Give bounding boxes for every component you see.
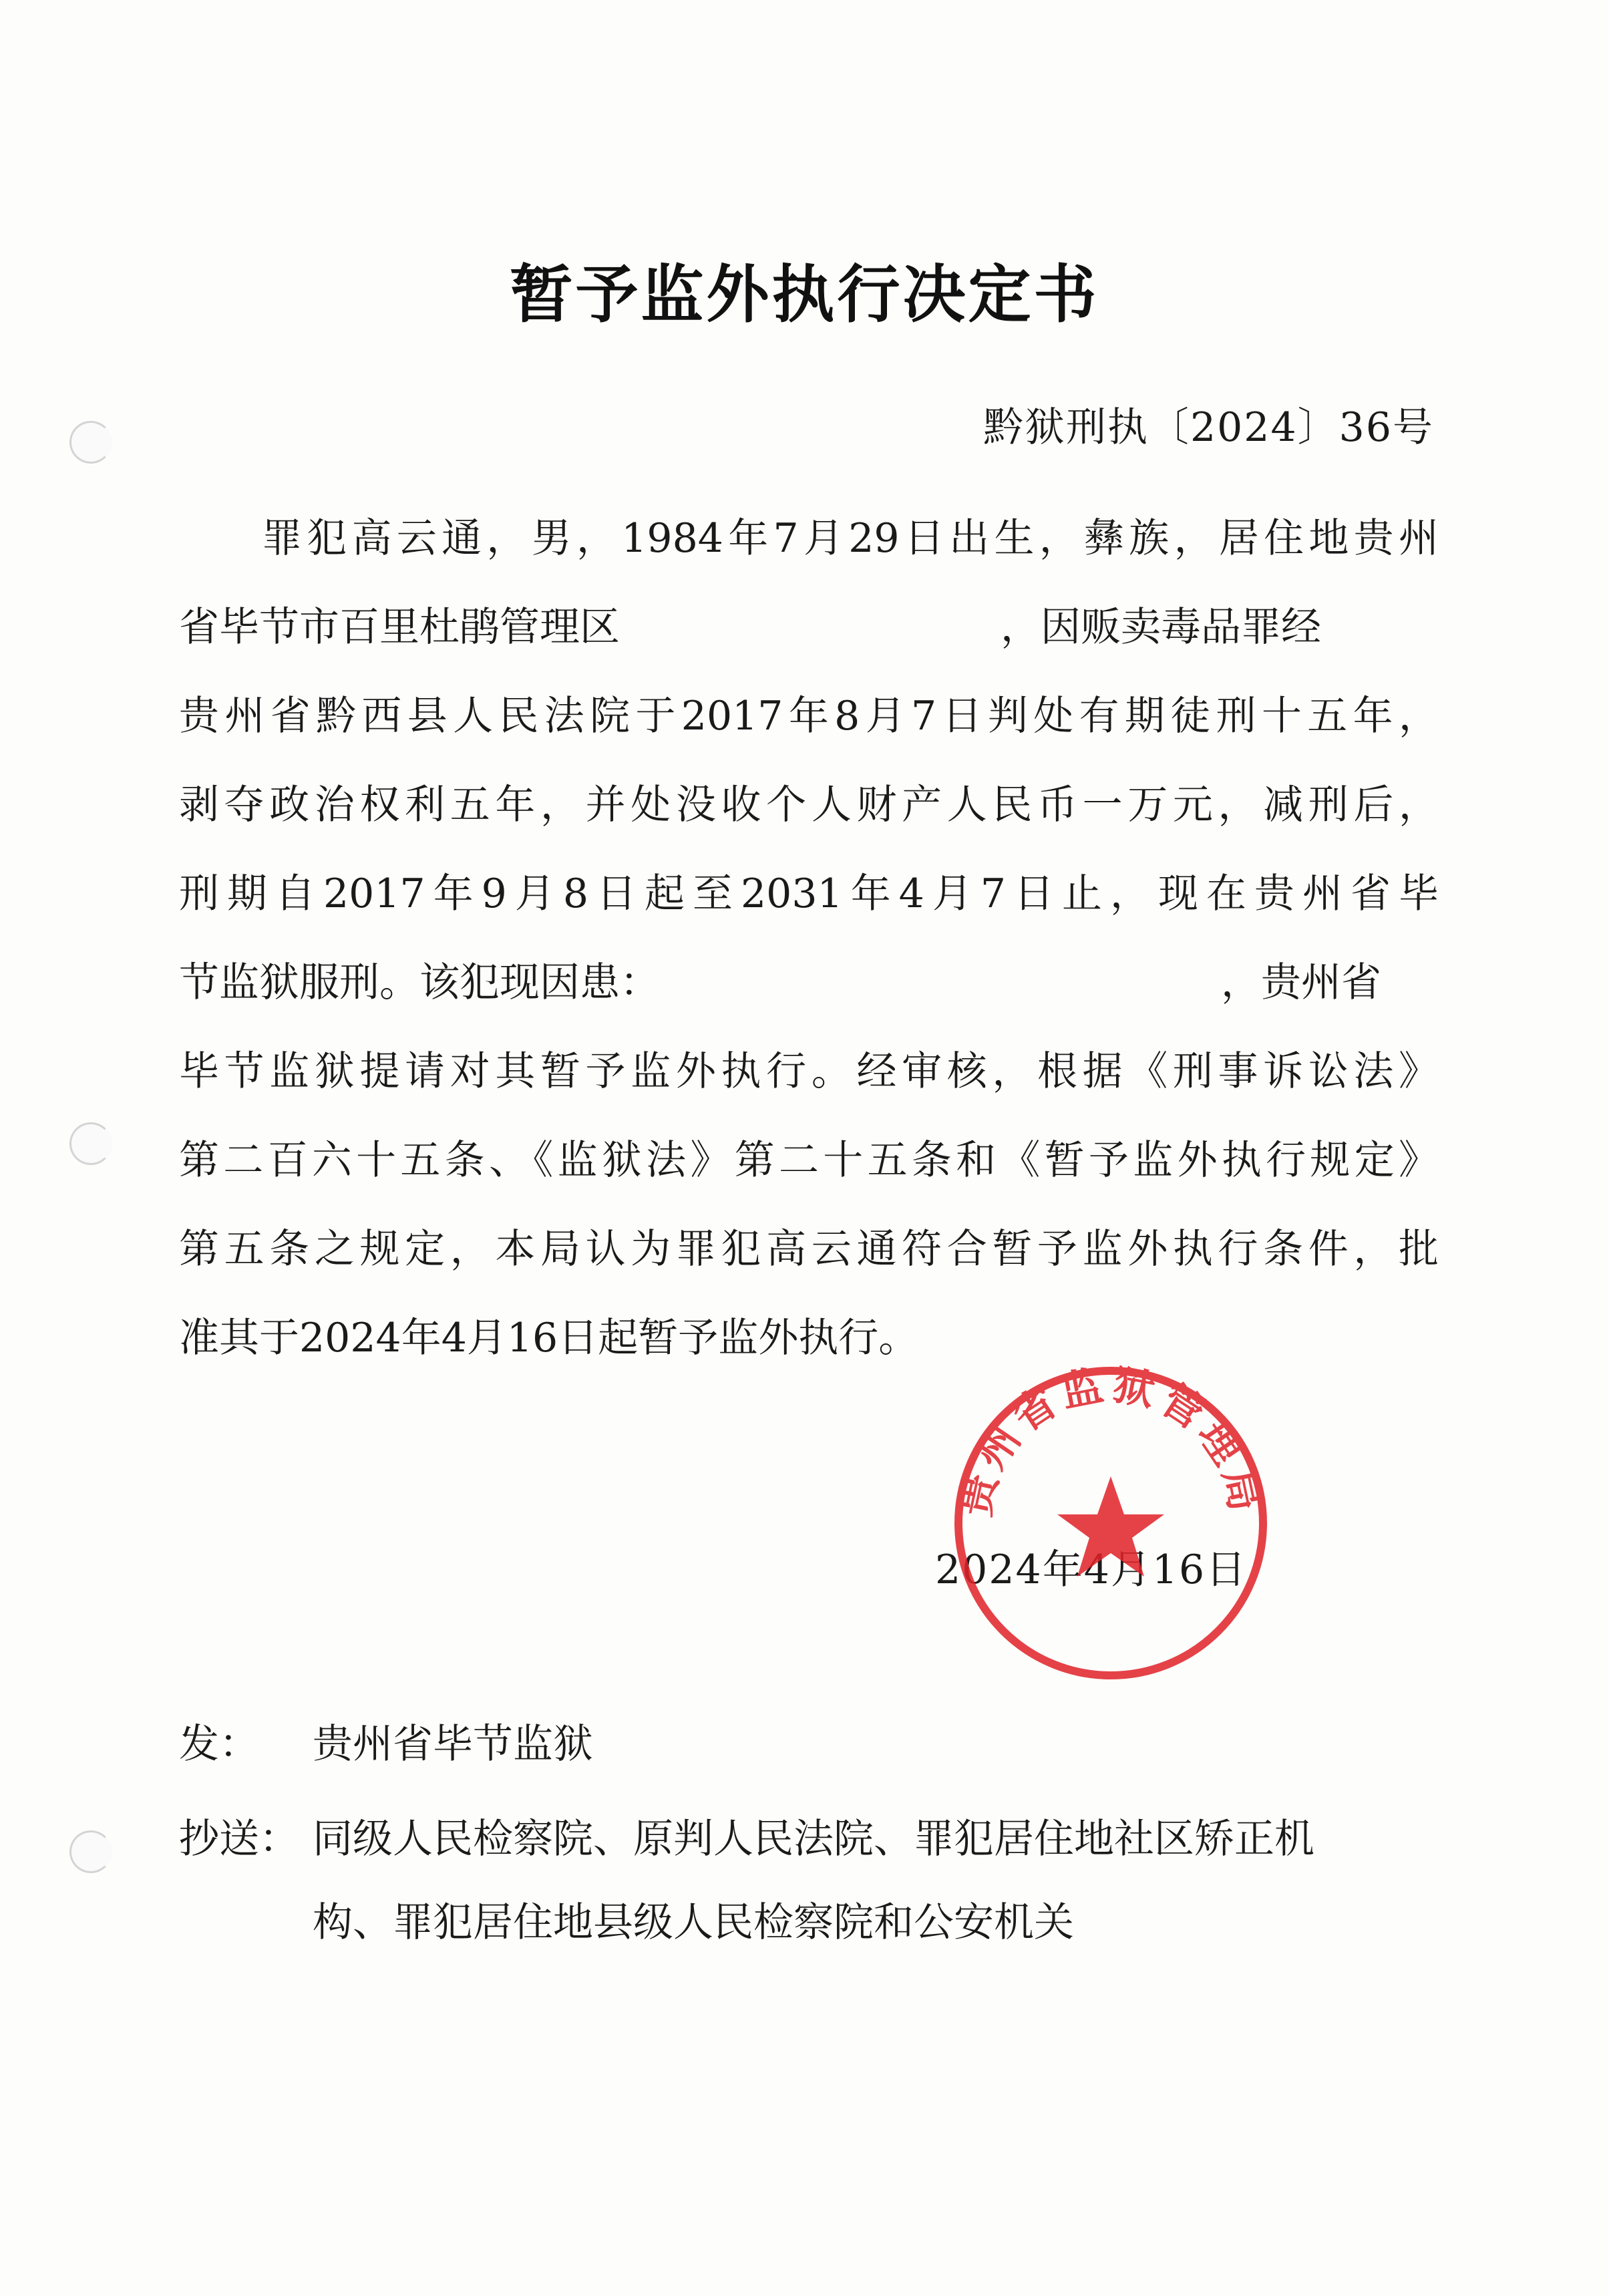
cc-row	[179, 1795, 1314, 1884]
body-line	[179, 939, 1439, 1027]
send-to-row	[179, 1700, 593, 1789]
official-seal-icon	[947, 1359, 1274, 1687]
body-line: 罪犯高云通，男，1984年7月29日出生，彝族，居住地贵州	[262, 515, 1439, 562]
body-line: 第二百六十五条、《监狱法》第二十五条和《暂予监外执行规定》	[179, 1137, 1439, 1184]
body-line-segment: ，贵州省	[1221, 959, 1381, 1006]
body-line: 贵州省黔西县人民法院于2017年8月7日判处有期徒刑十五年，	[179, 693, 1439, 740]
document-body	[179, 494, 1439, 1383]
send-label: 发：	[179, 1721, 259, 1768]
cc-label: 抄送：	[179, 1816, 299, 1862]
body-line-segment: 省毕节市百里杜鹃管理区	[179, 604, 620, 651]
punch-hole-icon	[69, 1830, 112, 1873]
document-date: 2024年4月16日	[935, 1546, 1248, 1593]
body-line-segment: ，因贩卖毒品罪经	[1001, 604, 1321, 651]
body-line: 刑期自2017年9月8日起至2031年4月7日止，现在贵州省毕	[179, 870, 1439, 917]
document-title: 暂予监外执行决定书	[510, 258, 1099, 331]
cc-value-continued: 构、罪犯居住地县级人民检察院和公安机关	[313, 1899, 1074, 1946]
body-line-segment: 节监狱服刑。该犯现因患：	[179, 959, 660, 1006]
body-line: 准其于2024年4月16日起暂予监外执行。	[179, 1315, 919, 1361]
body-line: 毕节监狱提请对其暂予监外执行。经审核，根据《刑事诉讼法》	[179, 1048, 1439, 1095]
punch-hole-icon	[69, 421, 112, 464]
body-line: 第五条之规定，本局认为罪犯高云通符合暂予监外执行条件，批	[179, 1226, 1439, 1273]
send-to-value: 贵州省毕节监狱	[313, 1721, 593, 1768]
body-line	[179, 583, 1439, 672]
body-line: 剥夺政治权利五年，并处没收个人财产人民币一万元，减刑后，	[179, 782, 1439, 828]
cc-value: 同级人民检察院、原判人民法院、罪犯居住地社区矫正机	[313, 1816, 1314, 1862]
document-number: 黔狱刑执〔2024〕36号	[982, 404, 1434, 451]
seal-text: 贵州省监狱管理局	[950, 1359, 1272, 1520]
punch-hole-icon	[69, 1122, 112, 1165]
